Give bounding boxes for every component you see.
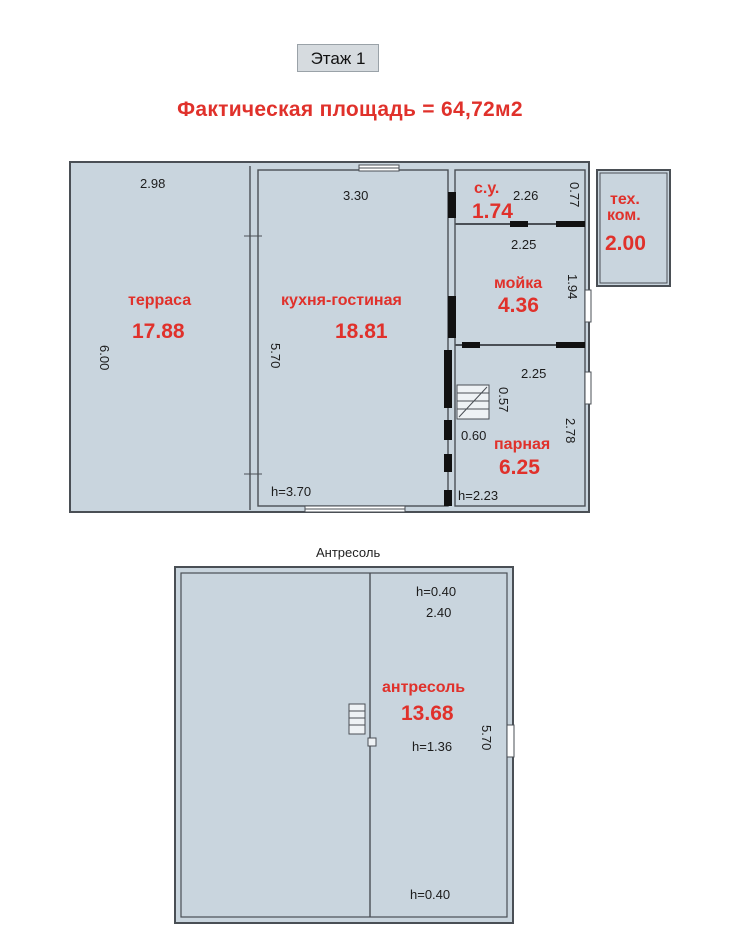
tech-room-outline [597,170,670,286]
wash-area: 4.36 [498,294,539,317]
stair-icon [457,385,489,419]
kitchen-length: 5.70 [268,343,283,369]
mezzanine-plan [175,567,514,923]
mezzanine-outline [175,567,513,923]
sauna-name: парная [494,436,551,453]
terrace-width: 2.98 [140,176,166,191]
sauna-area: 6.25 [499,456,540,479]
stair-width: 0.60 [461,428,487,443]
wc-name: с.у. [474,180,500,197]
sauna-length: 2.78 [563,418,578,444]
floor1-plan [70,162,670,512]
wc-length: 0.77 [567,182,582,208]
wc-area: 1.74 [472,200,513,223]
kitchen-height: h=3.70 [271,484,312,499]
mezzanine-height-bottom: h=0.40 [410,887,451,902]
sauna-width: 2.25 [521,366,547,381]
window [359,165,399,171]
wash-name: мойка [494,275,543,292]
kitchen-width: 3.30 [343,188,369,203]
terrace-length: 6.00 [97,345,112,371]
wc-width: 2.26 [513,188,539,203]
floor-label: Этаж 1 [297,44,379,72]
tech-name-line1: тех. [610,191,640,208]
mezzanine-area: 13.68 [401,702,454,725]
sauna-height: h=2.23 [458,488,499,503]
mezzanine-height-mid: h=1.36 [412,739,453,754]
tech-area: 2.00 [605,232,646,255]
mezzanine-caption: Антресоль [316,545,381,560]
terrace-area: 17.88 [132,320,185,343]
mezzanine-height-top: h=0.40 [416,584,457,599]
wash-length: 1.94 [565,274,580,300]
kitchen-area: 18.81 [335,320,388,343]
window [585,290,591,322]
window [507,725,514,757]
actual-area-title: Фактическая площадь = 64,72м2 [177,98,523,121]
kitchen-name: кухня-гостиная [281,292,402,309]
mezzanine-width: 2.40 [426,605,452,620]
terrace-name: терраса [128,292,192,309]
stair-depth: 0.57 [496,387,511,413]
mezzanine-name: антресоль [382,679,466,696]
wash-width: 2.25 [511,237,537,252]
mezzanine-length: 5.70 [479,725,494,751]
tech-name-line2: ком. [607,207,641,224]
window [305,506,405,512]
window [585,372,591,404]
